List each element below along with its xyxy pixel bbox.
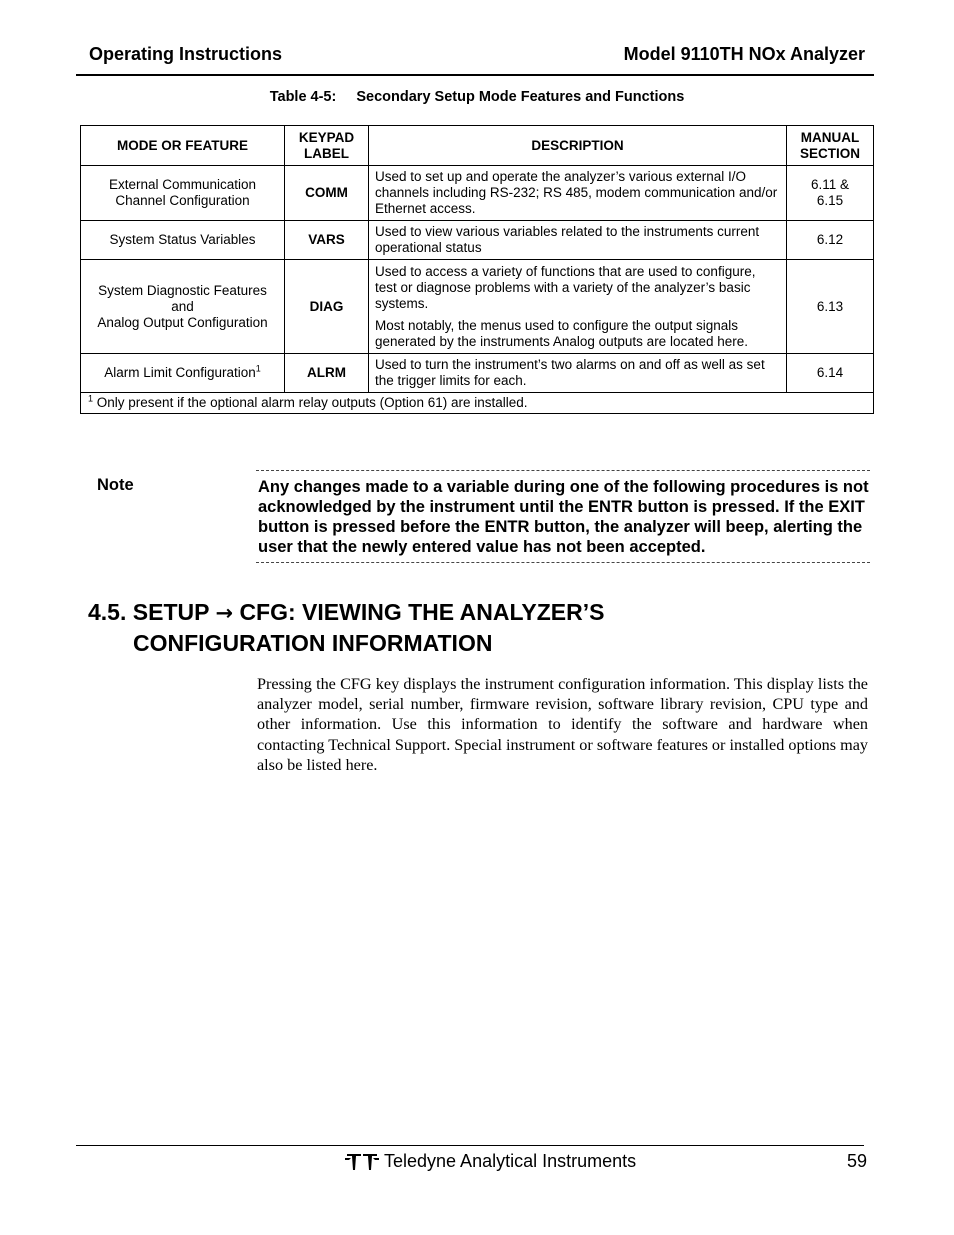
table-caption — [0, 89, 954, 105]
cell-description: Used to turn the instrument’s two alarms on and off as well as set the trigger limits for each. — [369, 354, 787, 393]
table-footnote — [81, 393, 874, 414]
cell-keypad: DIAG — [285, 260, 369, 354]
cell-mode: System Status Variables — [81, 221, 285, 260]
footnote-text: Only present if the optional alarm relay outputs (Option 61) are installed. — [96, 395, 528, 410]
teledyne-logo-icon — [345, 1152, 379, 1172]
table-row — [81, 354, 874, 393]
section-title-part1: SETUP — [132, 599, 210, 625]
cell-section: 6.14 — [787, 354, 874, 393]
mode-text: Alarm Limit Configuration — [104, 365, 256, 380]
footnote-marker: 1 — [88, 393, 94, 404]
description-paragraph: Most notably, the menus used to configure the output signals generated by the instruments Analog outputs are located here. — [375, 317, 748, 349]
section-text: 6.11 & 6.15 — [810, 177, 850, 208]
header-left-title: Operating Instructions — [89, 44, 283, 64]
arrow-right-icon: → — [215, 601, 234, 625]
footer-company: Teledyne Analytical Instruments — [384, 1151, 637, 1171]
header-right-title: Model 9110TH NOx Analyzer — [623, 44, 865, 64]
mode-line: Analog Output Configuration — [97, 314, 268, 330]
section-body-paragraph: Pressing the CFG key displays the instrument configuration information. This display lists the analyzer model, serial number, firmware revision, software library revision, CPU type and other information. Use this information to identify the software and hardware when contacting Technical Support. Special instrument or software features or installed options may also be listed here. — [257, 675, 868, 774]
table-row — [81, 166, 874, 221]
cell-description — [369, 260, 787, 354]
table-header-row — [81, 126, 874, 166]
header-rule — [76, 74, 874, 76]
table-footnote-row — [81, 393, 874, 414]
mode-text: External Communication Channel Configuration — [108, 177, 257, 208]
cell-description: Used to set up and operate the analyzer’s various external I/O channels including RS-232; RS 485, modem communication and/or Ethernet access. — [369, 166, 787, 221]
table-row — [81, 221, 874, 260]
footer-rule — [76, 1145, 864, 1146]
cell-mode — [81, 354, 285, 393]
section-number: 4.5. — [88, 599, 127, 625]
description-paragraph: Used to access a variety of functions that are used to configure, test or diagnose problems with a variety of the analyzer’s basic systems. — [375, 263, 756, 311]
cell-keypad: VARS — [285, 221, 369, 260]
cell-mode — [81, 260, 285, 354]
section-title-line2: CONFIGURATION INFORMATION — [133, 630, 493, 656]
note-label: Note — [97, 476, 134, 494]
header-description: DESCRIPTION — [369, 126, 787, 166]
header-section-text: MANUAL SECTION — [799, 129, 860, 161]
features-table — [80, 125, 874, 414]
cell-section — [787, 166, 874, 221]
cell-keypad: ALRM — [285, 354, 369, 393]
mode-line: System Diagnostic Features — [98, 282, 267, 298]
page-number: 59 — [846, 1151, 867, 1171]
table-row — [81, 260, 874, 354]
header-keypad-text: KEYPAD LABEL — [298, 129, 355, 161]
table-caption-title: Secondary Setup Mode Features and Functions — [356, 89, 685, 105]
table-caption-number: Table 4-5: — [269, 89, 337, 105]
header-keypad — [285, 126, 369, 166]
cell-keypad: COMM — [285, 166, 369, 221]
cell-mode — [81, 166, 285, 221]
footnote-marker: 1 — [255, 363, 261, 374]
cell-section: 6.13 — [787, 260, 874, 354]
section-title-part2: CFG: VIEWING THE ANALYZER’S — [239, 599, 605, 625]
cell-section: 6.12 — [787, 221, 874, 260]
note-text: Any changes made to a variable during one of the following procedures is not acknowledged by the instrument until the ENTR button is pressed. If the EXIT button is pressed before the ENTR button, the analyzer will beep, alerting the user that the newly entered value has not been accepted. — [256, 470, 870, 563]
header-mode: MODE OR FEATURE — [81, 126, 285, 166]
section-heading — [88, 597, 604, 658]
cell-description: Used to view various variables related to the instruments current operational status — [369, 221, 787, 260]
mode-line: and — [171, 298, 194, 314]
header-section — [787, 126, 874, 166]
